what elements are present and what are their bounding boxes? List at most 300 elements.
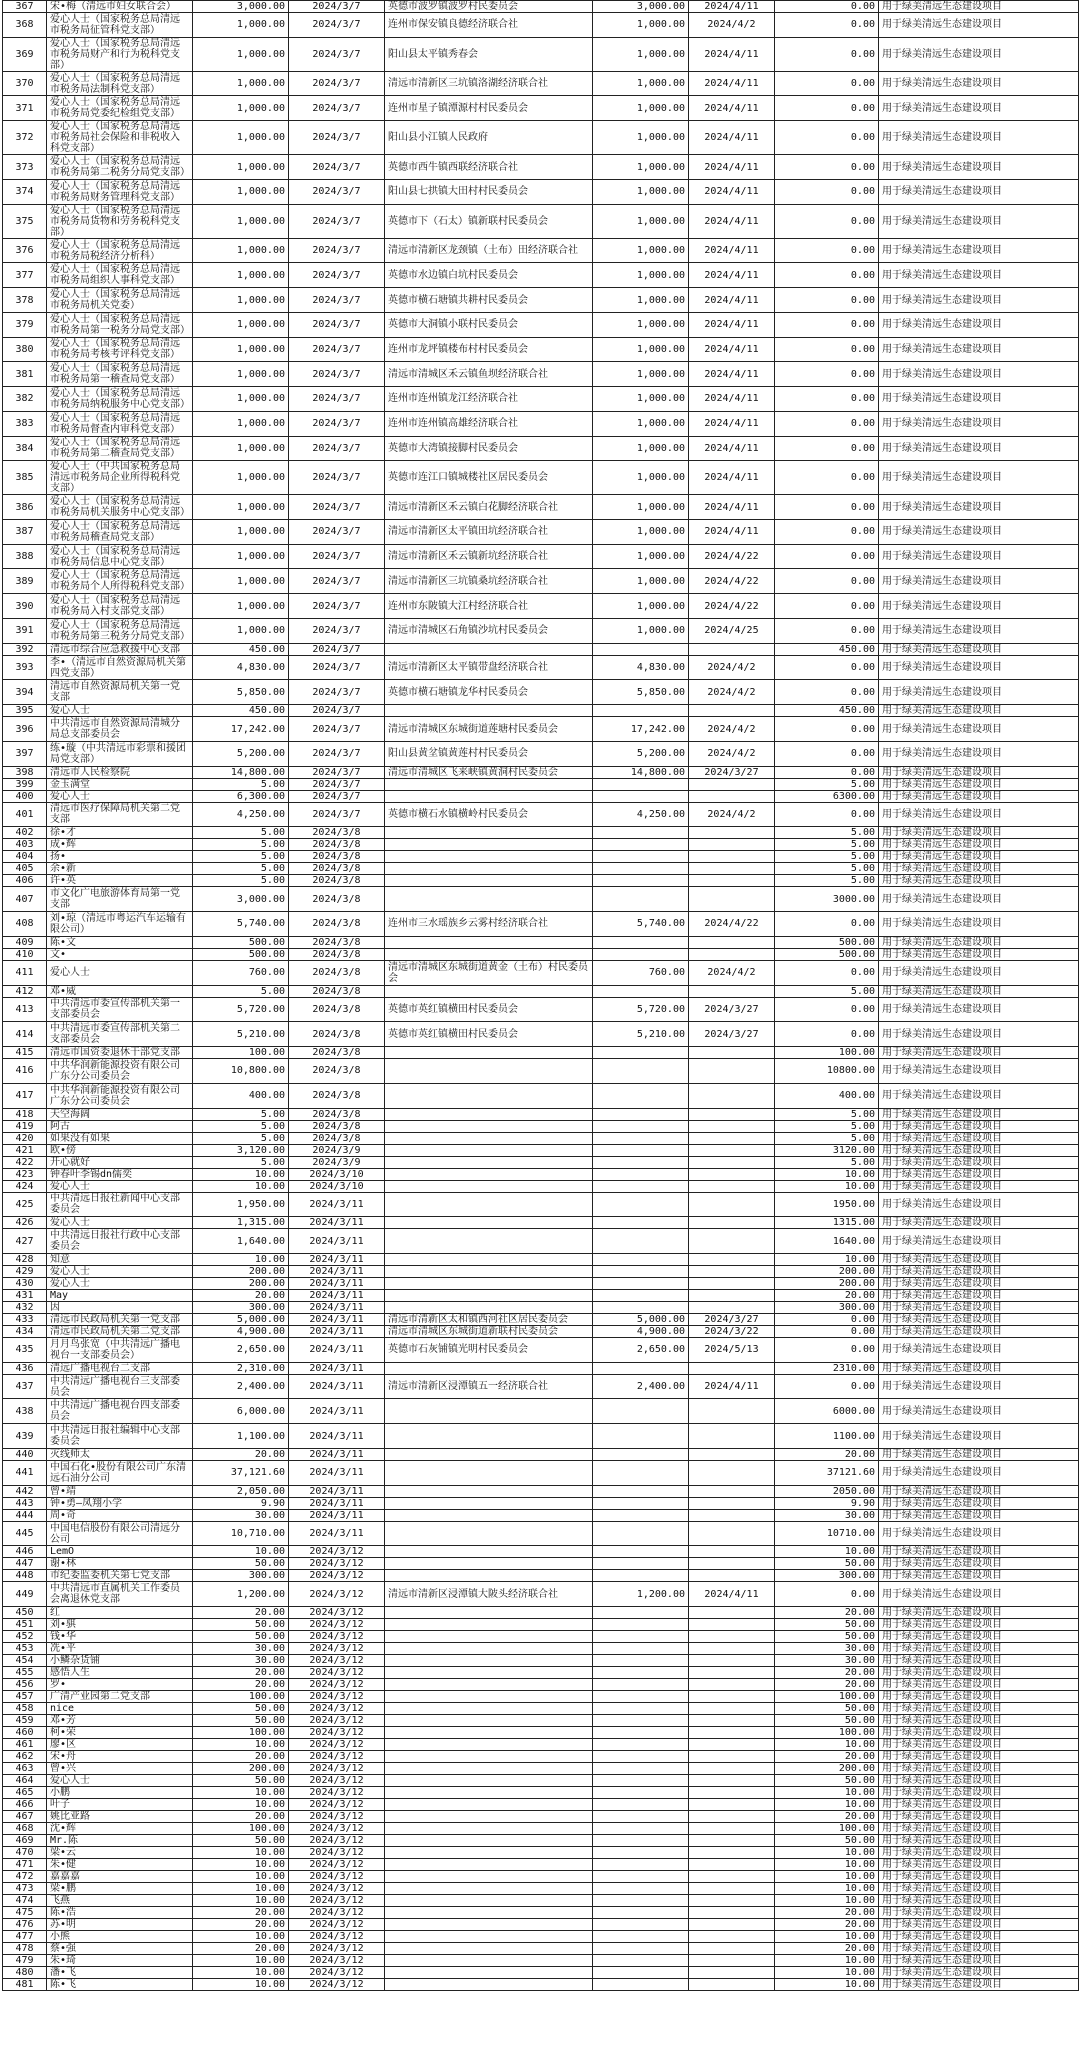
- recipient-cell: 清远市清城区东城街道莲塘村民委员会: [385, 717, 593, 742]
- donor-cell: 梁•云: [47, 1847, 193, 1859]
- transfer-amount-cell: 17,242.00: [593, 717, 689, 742]
- row-number-cell: 399: [3, 778, 47, 790]
- table-row: [3, 1787, 1079, 1799]
- balance-cell: 10.00: [775, 1859, 879, 1871]
- balance-cell: 10710.00: [775, 1521, 879, 1546]
- donor-cell: 爱心人士（国家税务总局清远市税务局信息中心党支部）: [47, 544, 193, 569]
- table-row: [3, 717, 1079, 742]
- donation-date-cell: 2024/3/11: [289, 1497, 385, 1509]
- donation-amount-cell: 20.00: [193, 1751, 289, 1763]
- transfer-amount-cell: 1,000.00: [593, 121, 689, 155]
- recipient-cell: [385, 1907, 593, 1919]
- table-row: [3, 569, 1079, 594]
- transfer-amount-cell: [593, 1931, 689, 1943]
- transfer-date-cell: [689, 1871, 775, 1883]
- table-row: [3, 1727, 1079, 1739]
- transfer-date-cell: 2024/4/11: [689, 387, 775, 412]
- transfer-date-cell: [689, 1667, 775, 1679]
- purpose-cell: 用于绿美清远生态建设项目: [879, 1871, 1079, 1883]
- transfer-amount-cell: [593, 851, 689, 863]
- transfer-amount-cell: [593, 1083, 689, 1108]
- transfer-date-cell: 2024/5/13: [689, 1337, 775, 1362]
- row-number-cell: 480: [3, 1967, 47, 1979]
- donor-cell: May: [47, 1289, 193, 1301]
- transfer-amount-cell: [593, 1570, 689, 1582]
- transfer-amount-cell: [593, 1643, 689, 1655]
- row-number-cell: 462: [3, 1751, 47, 1763]
- donation-amount-cell: 20.00: [193, 1943, 289, 1955]
- recipient-cell: 清远市清新区浸潭镇五一经济联合社: [385, 1374, 593, 1399]
- transfer-amount-cell: [593, 1871, 689, 1883]
- donation-date-cell: 2024/3/12: [289, 1835, 385, 1847]
- donation-date-cell: 2024/3/7: [289, 96, 385, 121]
- transfer-date-cell: [689, 1619, 775, 1631]
- transfer-amount-cell: [593, 1667, 689, 1679]
- donor-cell: 爱心人士: [47, 1217, 193, 1229]
- transfer-date-cell: 2024/4/11: [689, 71, 775, 96]
- row-number-cell: 403: [3, 839, 47, 851]
- transfer-amount-cell: 5,720.00: [593, 997, 689, 1022]
- purpose-cell: 用于绿美清远生态建设项目: [879, 790, 1079, 802]
- donor-cell: 蔡•强: [47, 1943, 193, 1955]
- donation-amount-cell: 1,000.00: [193, 179, 289, 204]
- donation-date-cell: 2024/3/7: [289, 778, 385, 790]
- donor-cell: 爱心人士（国家税务总局清远市税务局第二稽查局党支部）: [47, 436, 193, 461]
- transfer-date-cell: [689, 705, 775, 717]
- table-row: [3, 312, 1079, 337]
- donation-amount-cell: 3,120.00: [193, 1144, 289, 1156]
- table-row: [3, 1168, 1079, 1180]
- balance-cell: 200.00: [775, 1265, 879, 1277]
- donation-amount-cell: 50.00: [193, 1835, 289, 1847]
- donation-amount-cell: 5.00: [193, 875, 289, 887]
- balance-cell: 20.00: [775, 1679, 879, 1691]
- transfer-amount-cell: 1,000.00: [593, 238, 689, 263]
- recipient-cell: [385, 1059, 593, 1084]
- transfer-amount-cell: 5,200.00: [593, 741, 689, 766]
- purpose-cell: 用于绿美清远生态建设项目: [879, 1083, 1079, 1108]
- transfer-date-cell: [689, 1509, 775, 1521]
- donation-amount-cell: 20.00: [193, 1607, 289, 1619]
- row-number-cell: 426: [3, 1217, 47, 1229]
- recipient-cell: 英德市波罗镇波罗村民委员会: [385, 1, 593, 13]
- recipient-cell: 英德市下（石太）镇新联村民委员会: [385, 204, 593, 238]
- transfer-amount-cell: [593, 1715, 689, 1727]
- purpose-cell: 用于绿美清远生态建设项目: [879, 461, 1079, 495]
- row-number-cell: 468: [3, 1823, 47, 1835]
- transfer-amount-cell: 1,000.00: [593, 37, 689, 71]
- transfer-date-cell: [689, 1362, 775, 1374]
- balance-cell: 5.00: [775, 1132, 879, 1144]
- table-row: [3, 1715, 1079, 1727]
- donation-date-cell: 2024/3/9: [289, 1156, 385, 1168]
- recipient-cell: [385, 1799, 593, 1811]
- recipient-cell: [385, 643, 593, 655]
- donor-cell: 中共清远广播电视台四支部委员会: [47, 1399, 193, 1424]
- transfer-date-cell: [689, 1485, 775, 1497]
- donor-cell: 开心就好: [47, 1156, 193, 1168]
- donor-cell: LemO: [47, 1546, 193, 1558]
- transfer-date-cell: [689, 1607, 775, 1619]
- donation-amount-cell: 400.00: [193, 1083, 289, 1108]
- transfer-amount-cell: [593, 875, 689, 887]
- purpose-cell: 用于绿美清远生态建设项目: [879, 594, 1079, 619]
- transfer-date-cell: [689, 1108, 775, 1120]
- donation-amount-cell: 200.00: [193, 1277, 289, 1289]
- transfer-date-cell: [689, 1156, 775, 1168]
- purpose-cell: 用于绿美清远生态建设项目: [879, 71, 1079, 96]
- row-number-cell: 370: [3, 71, 47, 96]
- donation-amount-cell: 300.00: [193, 1570, 289, 1582]
- transfer-amount-cell: 1,000.00: [593, 288, 689, 313]
- recipient-cell: 清远市清新区太和镇西河社区居民委员会: [385, 1313, 593, 1325]
- donor-cell: 小熊: [47, 1931, 193, 1943]
- transfer-amount-cell: [593, 1265, 689, 1277]
- table-row: [3, 1763, 1079, 1775]
- recipient-cell: [385, 790, 593, 802]
- purpose-cell: 用于绿美清远生态建设项目: [879, 741, 1079, 766]
- transfer-date-cell: [689, 1679, 775, 1691]
- balance-cell: 0.00: [775, 337, 879, 362]
- transfer-date-cell: [689, 1558, 775, 1570]
- purpose-cell: 用于绿美清远生态建设项目: [879, 1655, 1079, 1667]
- transfer-amount-cell: [593, 1811, 689, 1823]
- balance-cell: 0.00: [775, 461, 879, 495]
- transfer-date-cell: 2024/4/2: [689, 741, 775, 766]
- donor-cell: 爱心人士（国家税务总局清远市税务局社会保险和非税收入科党支部）: [47, 121, 193, 155]
- balance-cell: 37121.60: [775, 1460, 879, 1485]
- donation-amount-cell: 3,000.00: [193, 887, 289, 912]
- purpose-cell: 用于绿美清远生态建设项目: [879, 387, 1079, 412]
- donation-date-cell: 2024/3/7: [289, 155, 385, 180]
- table-row: [3, 1558, 1079, 1570]
- row-number-cell: 461: [3, 1739, 47, 1751]
- recipient-cell: [385, 1192, 593, 1217]
- balance-cell: 500.00: [775, 948, 879, 960]
- table-row: [3, 1955, 1079, 1967]
- table-row: [3, 520, 1079, 545]
- row-number-cell: 453: [3, 1643, 47, 1655]
- purpose-cell: 用于绿美清远生态建设项目: [879, 643, 1079, 655]
- transfer-date-cell: 2024/4/11: [689, 520, 775, 545]
- donation-date-cell: 2024/3/7: [289, 337, 385, 362]
- recipient-cell: 连州市东陂镇大江村经济联合社: [385, 594, 593, 619]
- donor-cell: 李•（清远市自然资源局机关第四党支部）: [47, 655, 193, 680]
- row-number-cell: 448: [3, 1570, 47, 1582]
- recipient-cell: 阳山县黄坌镇黄莲村村民委员会: [385, 741, 593, 766]
- transfer-amount-cell: 1,000.00: [593, 204, 689, 238]
- row-number-cell: 440: [3, 1448, 47, 1460]
- table-row: [3, 1460, 1079, 1485]
- donation-date-cell: 2024/3/7: [289, 288, 385, 313]
- row-number-cell: 444: [3, 1509, 47, 1521]
- row-number-cell: 394: [3, 680, 47, 705]
- purpose-cell: 用于绿美清远生态建设项目: [879, 1835, 1079, 1847]
- donor-cell: 钟春叶李锡dn儒奕: [47, 1168, 193, 1180]
- donation-amount-cell: 1,315.00: [193, 1217, 289, 1229]
- table-row: [3, 1424, 1079, 1449]
- row-number-cell: 457: [3, 1691, 47, 1703]
- row-number-cell: 420: [3, 1132, 47, 1144]
- donation-amount-cell: 30.00: [193, 1643, 289, 1655]
- transfer-date-cell: 2024/4/2: [689, 960, 775, 985]
- transfer-amount-cell: [593, 1967, 689, 1979]
- table-row: [3, 790, 1079, 802]
- donation-amount-cell: 5.00: [193, 1132, 289, 1144]
- balance-cell: 0.00: [775, 362, 879, 387]
- donor-cell: 爱心人士: [47, 790, 193, 802]
- purpose-cell: 用于绿美清远生态建设项目: [879, 1325, 1079, 1337]
- donation-date-cell: 2024/3/8: [289, 936, 385, 948]
- balance-cell: 5.00: [775, 827, 879, 839]
- table-row: [3, 1691, 1079, 1703]
- balance-cell: 1100.00: [775, 1424, 879, 1449]
- donation-amount-cell: 10,710.00: [193, 1521, 289, 1546]
- purpose-cell: 用于绿美清远生态建设项目: [879, 1217, 1079, 1229]
- row-number-cell: 427: [3, 1229, 47, 1254]
- row-number-cell: 415: [3, 1047, 47, 1059]
- transfer-date-cell: 2024/4/22: [689, 594, 775, 619]
- balance-cell: 6000.00: [775, 1399, 879, 1424]
- recipient-cell: [385, 1448, 593, 1460]
- recipient-cell: 连州市保安镇良德经济联合社: [385, 13, 593, 38]
- donor-cell: 广清产业园第二党支部: [47, 1691, 193, 1703]
- transfer-date-cell: [689, 1144, 775, 1156]
- donation-date-cell: 2024/3/11: [289, 1192, 385, 1217]
- transfer-amount-cell: [593, 1787, 689, 1799]
- recipient-cell: [385, 1265, 593, 1277]
- transfer-amount-cell: [593, 1895, 689, 1907]
- donor-cell: 余•新: [47, 863, 193, 875]
- transfer-amount-cell: 1,000.00: [593, 263, 689, 288]
- recipient-cell: [385, 1763, 593, 1775]
- donation-date-cell: 2024/3/11: [289, 1362, 385, 1374]
- row-number-cell: 421: [3, 1144, 47, 1156]
- recipient-cell: [385, 1558, 593, 1570]
- donation-date-cell: 2024/3/11: [289, 1424, 385, 1449]
- donation-date-cell: 2024/3/7: [289, 569, 385, 594]
- purpose-cell: 用于绿美清远生态建设项目: [879, 1168, 1079, 1180]
- balance-cell: 0.00: [775, 37, 879, 71]
- transfer-amount-cell: 3,000.00: [593, 1, 689, 13]
- donation-date-cell: 2024/3/11: [289, 1265, 385, 1277]
- transfer-amount-cell: [593, 1301, 689, 1313]
- donation-amount-cell: 5.00: [193, 778, 289, 790]
- balance-cell: 30.00: [775, 1643, 879, 1655]
- purpose-cell: 用于绿美清远生态建设项目: [879, 1739, 1079, 1751]
- donation-date-cell: 2024/3/8: [289, 948, 385, 960]
- recipient-cell: 清远市清新区禾云镇新坑经济联合社: [385, 544, 593, 569]
- balance-cell: 0.00: [775, 1337, 879, 1362]
- donor-cell: 如果没有如果: [47, 1132, 193, 1144]
- donation-amount-cell: 100.00: [193, 1727, 289, 1739]
- donor-cell: 邓•威: [47, 985, 193, 997]
- row-number-cell: 395: [3, 705, 47, 717]
- transfer-amount-cell: [593, 1655, 689, 1667]
- donation-amount-cell: 20.00: [193, 1289, 289, 1301]
- table-row: [3, 411, 1079, 436]
- recipient-cell: [385, 1180, 593, 1192]
- donor-cell: 灭线师太: [47, 1448, 193, 1460]
- table-row: [3, 121, 1079, 155]
- transfer-date-cell: 2024/4/2: [689, 655, 775, 680]
- transfer-date-cell: [689, 1546, 775, 1558]
- transfer-amount-cell: 2,400.00: [593, 1374, 689, 1399]
- row-number-cell: 417: [3, 1083, 47, 1108]
- donation-date-cell: 2024/3/12: [289, 1751, 385, 1763]
- donation-date-cell: 2024/3/7: [289, 618, 385, 643]
- transfer-date-cell: 2024/4/11: [689, 436, 775, 461]
- donor-cell: 中共华润新能源投资有限公司广东分公司委员会: [47, 1083, 193, 1108]
- table-row: [3, 1156, 1079, 1168]
- table-row: [3, 71, 1079, 96]
- donation-amount-cell: 1,000.00: [193, 337, 289, 362]
- donation-date-cell: 2024/3/12: [289, 1570, 385, 1582]
- transfer-amount-cell: [593, 1144, 689, 1156]
- transfer-date-cell: 2024/4/11: [689, 204, 775, 238]
- transfer-date-cell: [689, 1253, 775, 1265]
- transfer-amount-cell: 5,210.00: [593, 1022, 689, 1047]
- donation-date-cell: 2024/3/12: [289, 1799, 385, 1811]
- recipient-cell: [385, 936, 593, 948]
- transfer-amount-cell: [593, 1497, 689, 1509]
- donation-amount-cell: 1,000.00: [193, 37, 289, 71]
- recipient-cell: 清远市清新区三坑镇洛湖经济联合社: [385, 71, 593, 96]
- transfer-amount-cell: [593, 1679, 689, 1691]
- transfer-date-cell: [689, 1399, 775, 1424]
- purpose-cell: 用于绿美清远生态建设项目: [879, 863, 1079, 875]
- balance-cell: 0.00: [775, 569, 879, 594]
- row-number-cell: 464: [3, 1775, 47, 1787]
- donation-date-cell: 2024/3/11: [289, 1229, 385, 1254]
- row-number-cell: 452: [3, 1631, 47, 1643]
- donation-amount-cell: 10.00: [193, 1739, 289, 1751]
- balance-cell: 100.00: [775, 1823, 879, 1835]
- donation-amount-cell: 50.00: [193, 1703, 289, 1715]
- donation-amount-cell: 1,000.00: [193, 436, 289, 461]
- row-number-cell: 456: [3, 1679, 47, 1691]
- transfer-amount-cell: [593, 1229, 689, 1254]
- purpose-cell: 用于绿美清远生态建设项目: [879, 121, 1079, 155]
- donor-cell: 知意: [47, 1253, 193, 1265]
- transfer-amount-cell: [593, 643, 689, 655]
- row-number-cell: 418: [3, 1108, 47, 1120]
- donation-date-cell: 2024/3/12: [289, 1558, 385, 1570]
- donor-cell: 朱•琦: [47, 1955, 193, 1967]
- recipient-cell: 连州市三水瑶族乡云雾村经济联合社: [385, 912, 593, 937]
- purpose-cell: 用于绿美清远生态建设项目: [879, 238, 1079, 263]
- balance-cell: 0.00: [775, 766, 879, 778]
- row-number-cell: 380: [3, 337, 47, 362]
- transfer-amount-cell: 5,740.00: [593, 912, 689, 937]
- purpose-cell: 用于绿美清远生态建设项目: [879, 1059, 1079, 1084]
- donor-cell: 市纪委监委机关第七党支部: [47, 1570, 193, 1582]
- row-number-cell: 396: [3, 717, 47, 742]
- balance-cell: 10.00: [775, 1979, 879, 1991]
- balance-cell: 100.00: [775, 1691, 879, 1703]
- purpose-cell: 用于绿美清远生态建设项目: [879, 312, 1079, 337]
- donation-date-cell: 2024/3/9: [289, 1144, 385, 1156]
- table-row: [3, 1497, 1079, 1509]
- transfer-amount-cell: [593, 1859, 689, 1871]
- row-number-cell: 476: [3, 1919, 47, 1931]
- purpose-cell: 用于绿美清远生态建设项目: [879, 912, 1079, 937]
- donor-cell: 爱心人士（国家税务总局清远市税务局征管科党支部）: [47, 13, 193, 38]
- purpose-cell: 用于绿美清远生态建设项目: [879, 1847, 1079, 1859]
- transfer-amount-cell: [593, 1253, 689, 1265]
- balance-cell: 5.00: [775, 1156, 879, 1168]
- transfer-date-cell: [689, 1047, 775, 1059]
- donation-date-cell: 2024/3/7: [289, 71, 385, 96]
- donation-amount-cell: 760.00: [193, 960, 289, 985]
- purpose-cell: 用于绿美清远生态建设项目: [879, 1509, 1079, 1521]
- recipient-cell: 清远市清城区石角镇沙坑村民委员会: [385, 618, 593, 643]
- donation-amount-cell: 50.00: [193, 1619, 289, 1631]
- table-row: [3, 337, 1079, 362]
- donor-cell: 许•英: [47, 875, 193, 887]
- purpose-cell: 用于绿美清远生态建设项目: [879, 1374, 1079, 1399]
- ledger-body: [3, 1, 1079, 1991]
- purpose-cell: 用于绿美清远生态建设项目: [879, 1582, 1079, 1607]
- table-row: [3, 495, 1079, 520]
- transfer-amount-cell: 1,000.00: [593, 13, 689, 38]
- balance-cell: 200.00: [775, 1277, 879, 1289]
- donation-amount-cell: 30.00: [193, 1655, 289, 1667]
- donation-amount-cell: 200.00: [193, 1265, 289, 1277]
- transfer-amount-cell: [593, 1132, 689, 1144]
- donation-date-cell: 2024/3/7: [289, 520, 385, 545]
- transfer-date-cell: 2024/4/11: [689, 121, 775, 155]
- donation-amount-cell: 1,000.00: [193, 569, 289, 594]
- row-number-cell: 467: [3, 1811, 47, 1823]
- transfer-amount-cell: 1,000.00: [593, 387, 689, 412]
- purpose-cell: 用于绿美清远生态建设项目: [879, 544, 1079, 569]
- recipient-cell: [385, 1679, 593, 1691]
- purpose-cell: 用于绿美清远生态建设项目: [879, 1485, 1079, 1497]
- transfer-amount-cell: 1,200.00: [593, 1582, 689, 1607]
- donor-cell: 钱•华: [47, 1631, 193, 1643]
- row-number-cell: 397: [3, 741, 47, 766]
- transfer-date-cell: [689, 1192, 775, 1217]
- transfer-date-cell: [689, 1907, 775, 1919]
- purpose-cell: 用于绿美清远生态建设项目: [879, 875, 1079, 887]
- donor-cell: 中共华润新能源投资有限公司广东分公司委员会: [47, 1059, 193, 1084]
- donation-amount-cell: 5.00: [193, 1108, 289, 1120]
- transfer-date-cell: 2024/4/11: [689, 1374, 775, 1399]
- recipient-cell: 连州市龙坪镇楼布村村民委员会: [385, 337, 593, 362]
- balance-cell: 0.00: [775, 238, 879, 263]
- table-row: [3, 1643, 1079, 1655]
- purpose-cell: 用于绿美清远生态建设项目: [879, 1895, 1079, 1907]
- transfer-amount-cell: [593, 1108, 689, 1120]
- donor-cell: 中共清远日报社行政中心支部委员会: [47, 1229, 193, 1254]
- donation-date-cell: 2024/3/8: [289, 875, 385, 887]
- donor-cell: 因: [47, 1301, 193, 1313]
- table-row: [3, 863, 1079, 875]
- purpose-cell: 用于绿美清远生态建设项目: [879, 520, 1079, 545]
- row-number-cell: 425: [3, 1192, 47, 1217]
- table-row: [3, 1631, 1079, 1643]
- transfer-date-cell: 2024/4/11: [689, 337, 775, 362]
- donor-cell: 爱心人士（国家税务总局清远市税务局货物和劳务税科党支部）: [47, 204, 193, 238]
- table-row: [3, 1895, 1079, 1907]
- table-row: [3, 936, 1079, 948]
- purpose-cell: 用于绿美清远生态建设项目: [879, 1546, 1079, 1558]
- recipient-cell: 阳山县小江镇人民政府: [385, 121, 593, 155]
- donation-date-cell: 2024/3/8: [289, 887, 385, 912]
- transfer-amount-cell: [593, 1907, 689, 1919]
- donor-cell: 爱心人士: [47, 1265, 193, 1277]
